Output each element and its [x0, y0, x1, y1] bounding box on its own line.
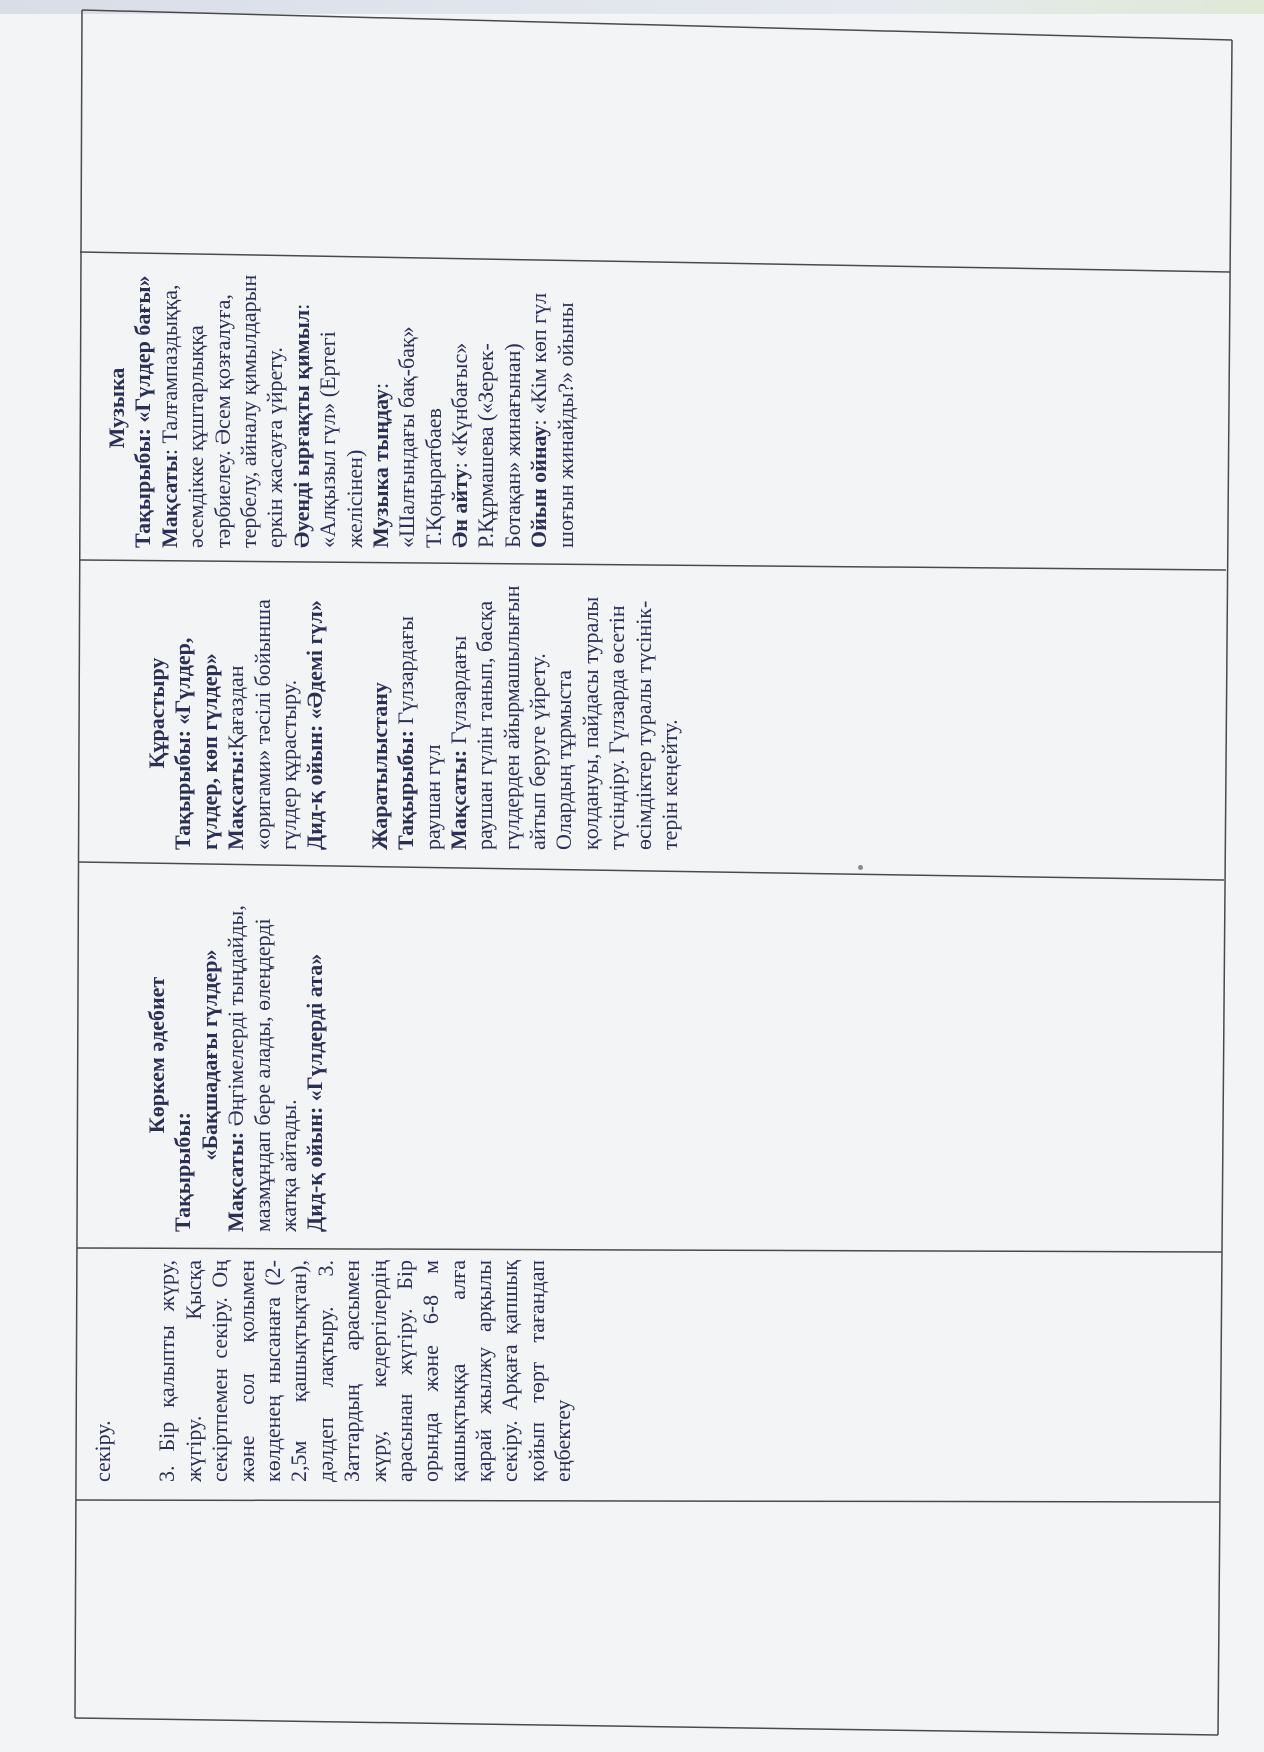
- science-topic-value: Гүлзардағы раушан гүл: [393, 615, 445, 850]
- music-rhythm-label: Әуенді ырғақты қимыл: [288, 309, 314, 548]
- construction-game: Дид-қ ойын: «Әдемі гүл»: [302, 600, 328, 850]
- literature-goal: [223, 878, 302, 1232]
- literature-game: Дид-қ ойын: «Гүлдерді ата»: [302, 953, 328, 1232]
- music-goal-value: : Талғампаздыққа, әсемдікке құштарлыққа тәрбиелеу. Әсем қозғалуға, тербелу, айналу қимылдарын еркін жасауға үйрету.: [156, 274, 288, 548]
- literature-topic-value: «Бақшадағы гүлдер»: [196, 949, 222, 1161]
- music-goal: [157, 268, 289, 548]
- literature-goal-value: Әңгімелерді тыңдайды, мазмұндап бере алады, өлеңдерді жатқа айтады.: [223, 905, 301, 1232]
- music-listen-value: : «Шалғындағы бақ-бақ» Т.Қоңыратбаев: [367, 326, 446, 548]
- science-topic: [393, 576, 446, 850]
- music-rhythm: [289, 268, 368, 548]
- literature-topic-label: Тақырыбы:: [170, 1112, 196, 1232]
- music-rhythm-value: : «Алқызыл гүл» (Ертегі желісінен): [288, 303, 367, 548]
- science-title: Жаратылыстану: [366, 682, 392, 850]
- science-goal-value: Гүлзардағы раушан гүлін танып, басқа гүлдерден айырмашылығын айтып беруге үйрету. Олардың тұрмыста қолдануы, пайдасы туралы түсіндіру. Гүлзарда өсетін өсімдіктер туралы түсінік-терін кеңейту.: [445, 585, 683, 850]
- science-goal-label: Мақсаты:: [445, 749, 471, 850]
- construction-topic: Тақырыбы: «Гүлдер, гүлдер, көп гүлдер»: [170, 637, 222, 850]
- science-goal: [446, 576, 684, 850]
- music-play-value: : «Кім көп гүл шоғын жинайды?» ойыны: [526, 292, 578, 548]
- construction-goal-label: Мақсаты:: [223, 749, 249, 850]
- music-sing-label: Ән айту: [447, 468, 473, 548]
- music-play: [526, 268, 579, 548]
- cell-music: [100, 260, 583, 556]
- music-topic: Тақырыбы: «Гүлдер бағы»: [130, 275, 156, 548]
- music-sing-value: : «Күнбағыс» Р.Құрмашева («Зерек-Ботақан» жинағынан): [447, 342, 525, 548]
- science-topic-label: Тақырыбы:: [393, 730, 419, 850]
- scan-speck: [858, 865, 863, 870]
- music-title: Музыка: [104, 367, 129, 449]
- cell-construction: [140, 568, 687, 858]
- literature-title: Көркем әдебиет: [144, 976, 169, 1134]
- music-listen-label: Музыка тыңдау: [367, 388, 393, 548]
- construction-goal-value: Қағаздан «оригами» тәсілі бойынша гүлдер құрастыру.: [223, 599, 301, 850]
- cell-literature: [140, 870, 333, 1240]
- music-goal-label: Мақсаты: [156, 455, 182, 548]
- exercise-continuation-text: секіру.: [90, 1420, 115, 1482]
- cell-physical-exercise: [86, 1250, 581, 1490]
- literature-goal-label: Мақсаты:: [223, 1131, 249, 1232]
- music-listen: [368, 268, 447, 548]
- music-sing: [447, 268, 526, 548]
- exercise-text: 3. Бір қалыпты жүру, жүгіру. Қысқа секіртпемен секіру. Оң және сол қолымен көлденең нысанаға (2-2,5м қашықтықтан), дәлдеп лақтыру. 3. Заттардың арасымен жүру, кедергілердің арасынан жүгіру. Бір орында және 6-8 м қашықтыққа алға қарай жылжу арқылы секіру. Арқаға қапшық қойып төрт тағандап еңбектеу: [154, 1260, 576, 1482]
- construction-title: Құрастыру: [144, 657, 169, 769]
- construction-goal: [223, 576, 302, 850]
- music-play-label: Ойын ойнау: [526, 425, 552, 548]
